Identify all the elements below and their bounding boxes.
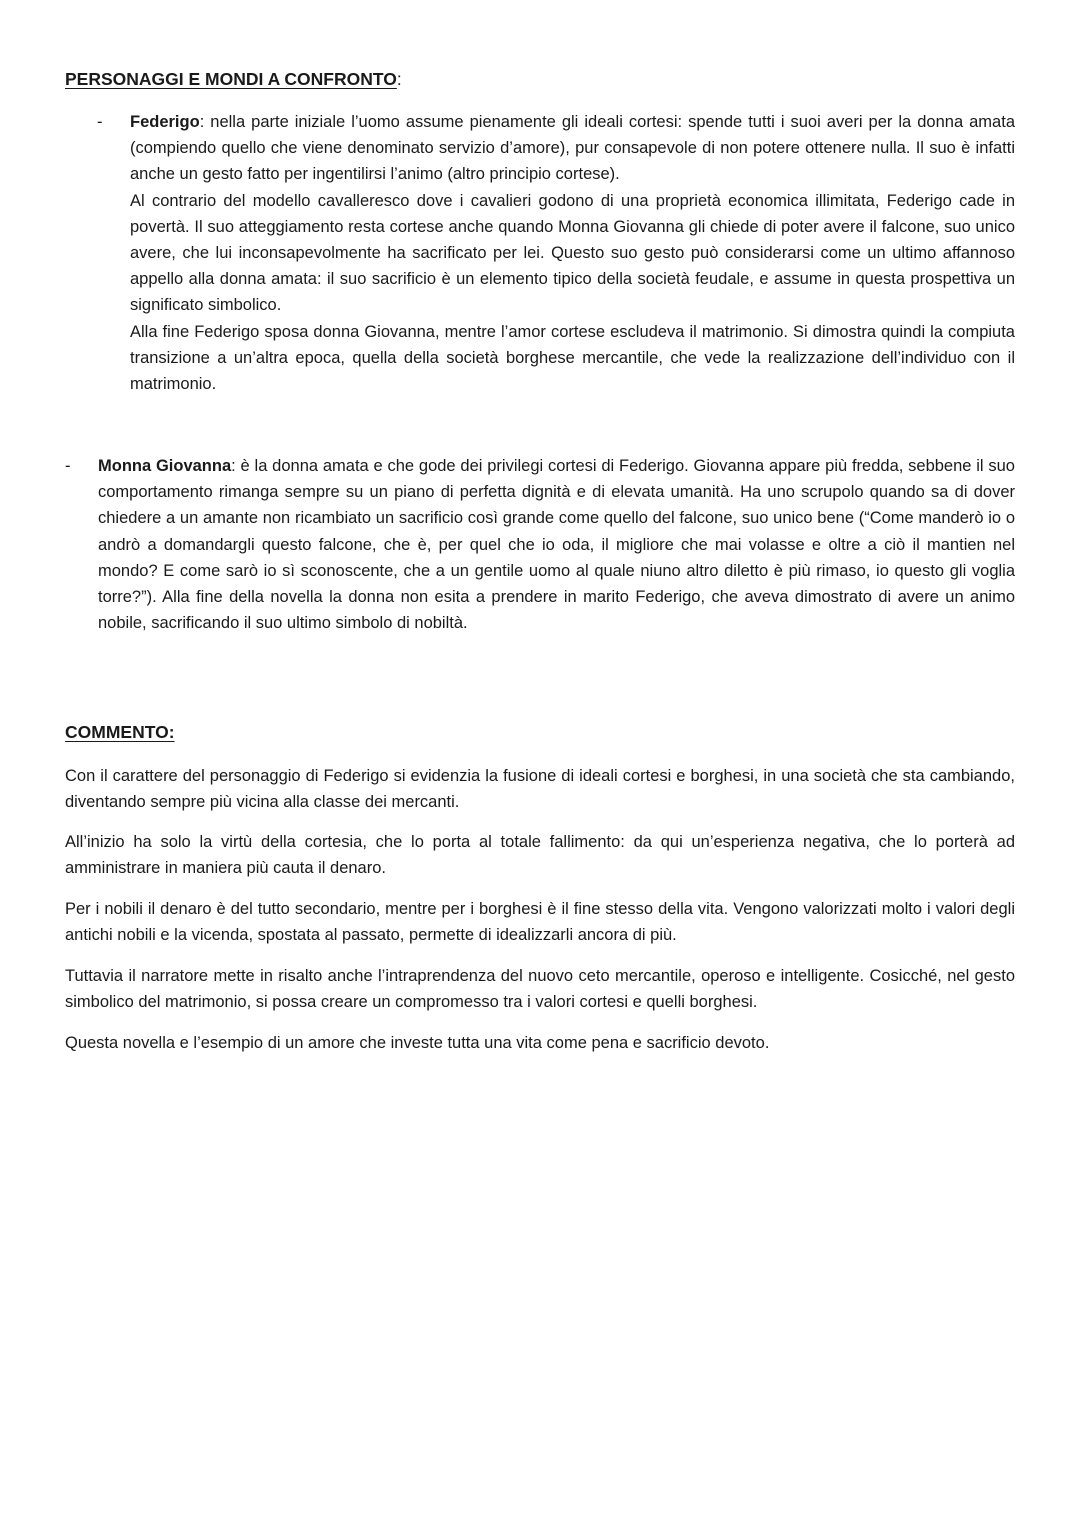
character-name: Monna Giovanna xyxy=(98,457,232,475)
federigo-paragraph-1 xyxy=(130,109,1015,188)
commento-paragraph-5: Questa novella e l’esempio di un amore che investe tutta una vita come pena e sacrificio devoto. xyxy=(65,1034,770,1052)
commento-paragraph-4: Tuttavia il narratore mette in risalto anche l’intraprendenza del nuovo ceto mercantile, operoso e intelligente. Cosicché, nel gesto simbolico del matrimonio, si possa creare un compromesso tra i valori cortesi e quelli borghesi. xyxy=(65,967,1015,1011)
section-heading-colon: : xyxy=(396,69,402,89)
federigo-paragraph-2: Al contrario del modello cavalleresco dove i cavalieri godono di una proprietà economica illimitata, Federigo cade in povertà. Il suo atteggiamento resta cortese anche quando Monna Giovanna gli chiede di poter avere il falcone, suo unico avere, che lui inconsapevolmente ha sacrificato per lei. Questo suo gesto può considerarsi come un ultimo affannoso appello alla donna amata: il suo sacrificio è un elemento tipico della società feudale, e assume in questa prospettiva un significato simbolico. xyxy=(130,191,1015,315)
list-item-giovanna xyxy=(98,453,1015,636)
section-heading-commento xyxy=(65,721,175,743)
list-bullet: - xyxy=(65,457,71,475)
federigo-intro-text: : nella parte iniziale l’uomo assume pienamente gli ideali cortesi: spende tutti i suoi averi per la donna amata (compiendo quello che viene denominato servizio d’amore), pur consapevole di non potere ottenere nulla. Il suo è infatti anche un gesto fatto per ingentilirsi l’animo (altro principio cortese). xyxy=(130,113,1015,184)
commento-paragraph-2: All’inizio ha solo la virtù della cortesia, che lo porta al totale fallimento: da qui un’esperienza negativa, che lo porterà ad amministrare in maniera più cauta il denaro. xyxy=(65,833,1015,877)
commento-paragraph-3: Per i nobili il denaro è del tutto secondario, mentre per i borghesi è il fine stesso della vita. Vengono valorizzati molto i valori degli antichi nobili e la vicenda, spostata al passato, permette di idealizzarli ancora di più. xyxy=(65,900,1015,944)
section-heading-text: PERSONAGGI E MONDI A CONFRONTO xyxy=(65,69,397,89)
giovanna-text: : è la donna amata e che gode dei privilegi cortesi di Federigo. Giovanna appare più fredda, sebbene il suo comportamento rimanga sempre su un piano di perfetta dignità e di elevata umanità. Ha uno scrupolo quando sa di dover chiedere a un amante non ricambiato un sacrificio così grande come quello del falcone, suo unico bene (“Come manderò io o andrò a domandargli questo falcone, che è, per quel che io oda, il migliore che mai volasse e oltre a ciò il mantien nel mondo? E come sarò io sì sconoscente, che a un gentile uomo al quale niuno altro diletto è più rimaso, io questo gli voglia torre?”). Alla fine della novella la donna non esita a prendere in marito Federigo, che aveva dimostrato di avere un animo nobile, sacrificando il suo ultimo simbolo di nobiltà. xyxy=(98,457,1015,633)
section-heading-personaggi xyxy=(65,68,402,90)
section-heading-text: COMMENTO: xyxy=(65,722,175,742)
character-name: Federigo xyxy=(130,113,200,131)
giovanna-paragraph xyxy=(98,453,1015,636)
commento-paragraph-1: Con il carattere del personaggio di Federigo si evidenzia la fusione di ideali cortesi e borghesi, in una società che sta cambiando, diventando sempre più vicina alla classe dei mercanti. xyxy=(65,767,1015,811)
federigo-paragraph-3: Alla fine Federigo sposa donna Giovanna, mentre l’amor cortese escludeva il matrimonio. Si dimostra quindi la compiuta transizione a un’altra epoca, quella della società borghese mercantile, che vede la realizzazione dell’individuo con il matrimonio. xyxy=(130,322,1015,394)
list-item-federigo xyxy=(130,109,1015,397)
list-bullet: - xyxy=(97,113,103,131)
